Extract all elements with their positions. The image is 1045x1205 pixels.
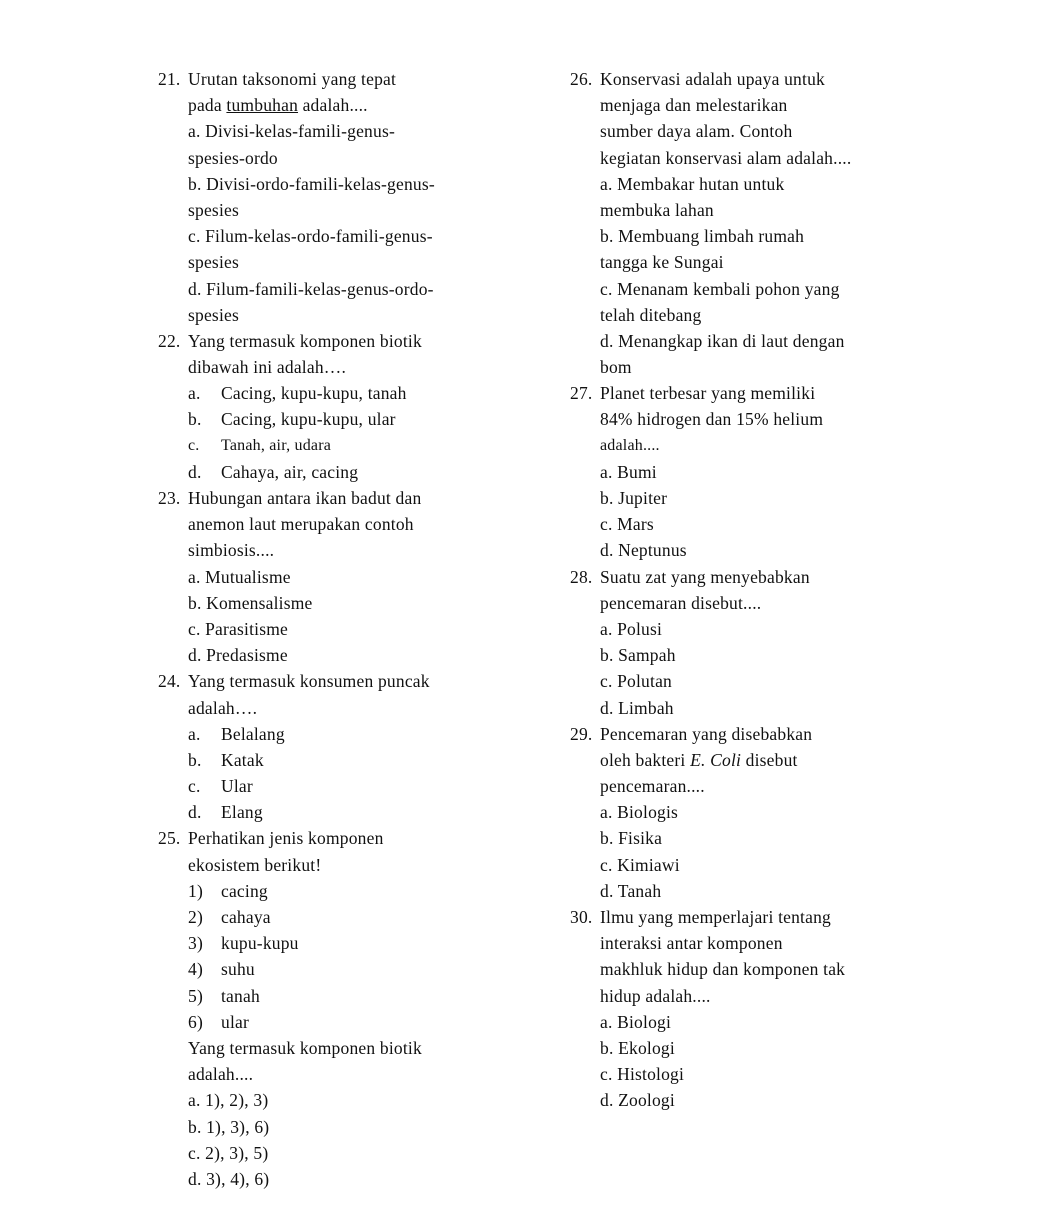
question-stem: 28. Suatu zat yang menyebabkan xyxy=(570,566,810,587)
list-item: 2) cahaya xyxy=(188,907,271,927)
list-item: 6) ular xyxy=(188,1011,250,1032)
question-stem-cont: makhluk hidup dan komponen tak xyxy=(600,959,846,980)
question-stem-cont: ekosistem berikut! xyxy=(188,854,322,875)
question-stem: 26. Konservasi adalah upaya untuk xyxy=(570,69,825,89)
option-a: a. 1), 2), 3) xyxy=(188,1090,269,1111)
question-21 xyxy=(158,66,558,328)
question-29 xyxy=(570,721,1010,904)
option-b: b. Ekologi xyxy=(600,1037,675,1058)
option-c: c. Menanam kembali pohon yang xyxy=(600,278,840,299)
question-stem-cont: kegiatan konservasi alam adalah.... xyxy=(600,147,852,168)
option-c: c. Kimiawi xyxy=(600,854,680,875)
option-d: d. Limbah xyxy=(600,697,674,718)
question-stem-cont: simbiosis.... xyxy=(188,540,275,561)
option-d: d. Menangkap ikan di laut dengan xyxy=(600,330,845,351)
option-b: b. Jupiter xyxy=(600,488,668,508)
option-b: b. Membuang limbah rumah xyxy=(600,226,805,247)
question-23 xyxy=(158,485,558,668)
list-item: 1) cacing xyxy=(188,880,268,901)
option-a: a. Cacing, kupu-kupu, tanah xyxy=(188,383,407,404)
question-stem-cont: hidup adalah.... xyxy=(600,985,711,1006)
option-a: a. Belalang xyxy=(188,723,285,744)
option-b: b. Katak xyxy=(188,749,264,770)
option-c: c. Histologi xyxy=(600,1064,685,1085)
option-c: c. Polutan xyxy=(600,671,672,692)
option-b: b. Cacing, kupu-kupu, ular xyxy=(188,409,396,430)
question-stem: 24. Yang termasuk konsumen puncak xyxy=(158,671,430,692)
option-c: c. Tanah, air, udara xyxy=(188,436,332,454)
right-column xyxy=(570,66,1010,1114)
option-c-cont: telah ditebang xyxy=(600,304,702,325)
question-stem-cont: adalah.... xyxy=(600,436,660,454)
question-stem-cont: adalah…. xyxy=(188,697,258,718)
option-b: b. Komensalisme xyxy=(188,592,313,613)
option-a: a. Biologi xyxy=(600,1011,672,1032)
question-stem-cont: oleh bakteri E. Coli disebut xyxy=(600,749,798,770)
option-c: c. Ular xyxy=(188,776,253,797)
option-d: d. 3), 4), 6) xyxy=(188,1168,270,1189)
option-d: d. Tanah xyxy=(600,880,662,901)
list-item: 5) tanah xyxy=(188,985,260,1006)
question-stem: 30. Ilmu yang memperlajari tentang xyxy=(570,907,831,927)
option-a: a. Biologis xyxy=(600,802,679,823)
left-column xyxy=(158,66,558,1192)
question-stem: 21. Urutan taksonomi yang tepat xyxy=(158,69,397,89)
option-c: c. 2), 3), 5) xyxy=(188,1142,269,1163)
question-stem: 29. Pencemaran yang disebabkan xyxy=(570,723,813,744)
option-b: b. 1), 3), 6) xyxy=(188,1116,270,1137)
option-d-cont: bom xyxy=(600,357,632,378)
option-a-cont: membuka lahan xyxy=(600,199,714,220)
underlined-word: tumbuhan xyxy=(226,95,299,116)
question-24 xyxy=(158,668,558,825)
option-d: d. Cahaya, air, cacing xyxy=(188,461,359,482)
question-stem: 23. Hubungan antara ikan badut dan xyxy=(158,488,422,508)
option-c: c. Mars xyxy=(600,514,654,535)
option-d-cont: spesies xyxy=(188,304,239,325)
question-28 xyxy=(570,564,1010,721)
question-stem: 27. Planet terbesar yang memiliki xyxy=(570,383,816,404)
option-b: b. Divisi-ordo-famili-kelas-genus- xyxy=(188,173,435,194)
option-b-cont: tangga ke Sungai xyxy=(600,252,724,273)
list-item: 4) suhu xyxy=(188,959,255,980)
question-22 xyxy=(158,328,558,485)
list-item: 3) kupu-kupu xyxy=(188,933,299,954)
option-c: c. Filum-kelas-ordo-famili-genus- xyxy=(188,226,433,247)
question-26 xyxy=(570,66,1010,380)
question-stem-cont: anemon laut merupakan contoh xyxy=(188,514,414,535)
question-prompt: Yang termasuk komponen biotik xyxy=(188,1037,422,1058)
option-a: a. Polusi xyxy=(600,618,663,639)
italic-species-name: E. Coli xyxy=(690,749,742,770)
option-a: a. Membakar hutan untuk xyxy=(600,173,785,194)
option-a: a. Mutualisme xyxy=(188,566,291,587)
option-a-cont: spesies-ordo xyxy=(188,147,278,168)
option-b-cont: spesies xyxy=(188,199,239,220)
question-stem: 25. Perhatikan jenis komponen xyxy=(158,828,384,849)
option-b: b. Sampah xyxy=(600,645,676,666)
option-d: d. Predasisme xyxy=(188,645,288,666)
question-stem-cont: dibawah ini adalah…. xyxy=(188,357,347,378)
option-c: c. Parasitisme xyxy=(188,618,288,639)
question-prompt-cont: adalah.... xyxy=(188,1064,254,1085)
question-stem: 22. Yang termasuk komponen biotik xyxy=(158,330,422,351)
option-a: a. Bumi xyxy=(600,461,657,482)
question-stem-cont: pencemaran.... xyxy=(600,776,705,797)
question-stem-cont: sumber daya alam. Contoh xyxy=(600,121,793,142)
question-25 xyxy=(158,825,558,1192)
option-b: b. Fisika xyxy=(600,828,663,849)
question-stem-cont: pencemaran disebut.... xyxy=(600,592,762,613)
option-d: d. Elang xyxy=(188,802,263,823)
question-stem-cont: pada tumbuhan adalah.... xyxy=(188,95,368,116)
question-stem-cont: menjaga dan melestarikan xyxy=(600,95,788,116)
question-30 xyxy=(570,904,1010,1114)
question-stem-cont: interaksi antar komponen xyxy=(600,933,783,954)
option-c-cont: spesies xyxy=(188,252,239,273)
option-d: d. Zoologi xyxy=(600,1090,675,1111)
option-a: a. Divisi-kelas-famili-genus- xyxy=(188,121,395,142)
question-stem-cont: 84% hidrogen dan 15% helium xyxy=(600,409,824,430)
option-d: d. Neptunus xyxy=(600,540,687,561)
option-d: d. Filum-famili-kelas-genus-ordo- xyxy=(188,278,434,299)
question-27 xyxy=(570,380,1010,563)
